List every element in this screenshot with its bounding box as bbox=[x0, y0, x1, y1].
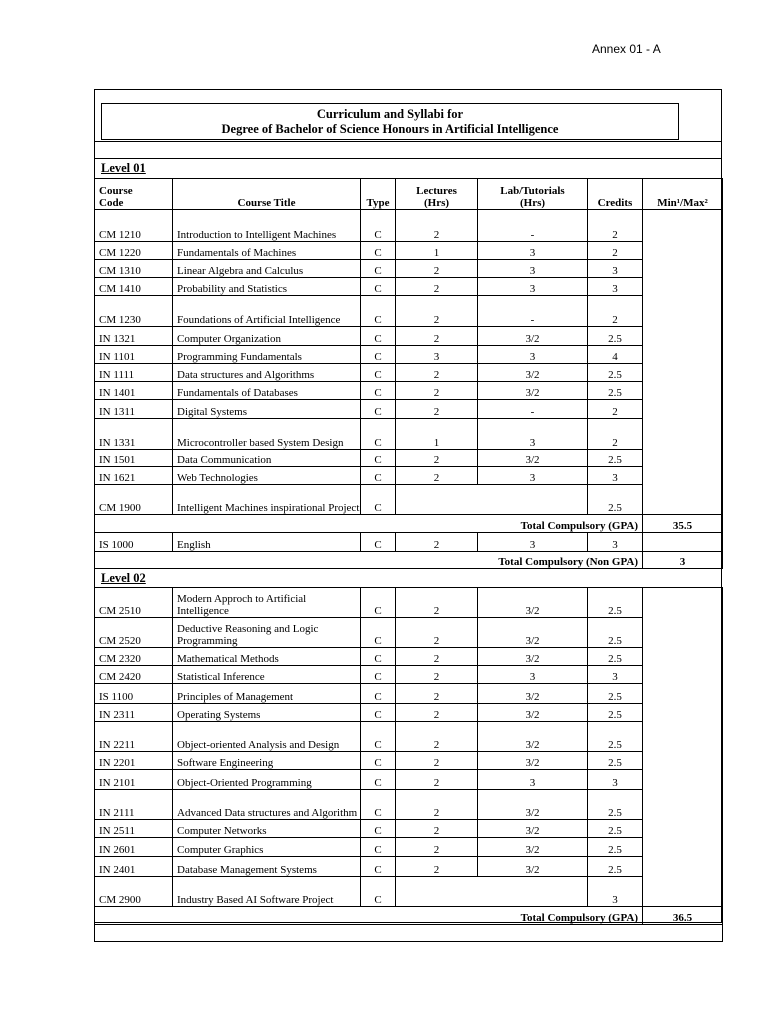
course-lab: 3/2 bbox=[478, 588, 588, 618]
course-credits: 2.5 bbox=[588, 857, 643, 877]
table-row bbox=[95, 666, 723, 684]
course-type: C bbox=[361, 684, 396, 704]
table-row bbox=[95, 278, 723, 296]
course-type: C bbox=[361, 242, 396, 260]
course-credits: 2.5 bbox=[588, 588, 643, 618]
course-lectures: 2 bbox=[396, 364, 478, 382]
course-code: CM 2510 bbox=[95, 588, 173, 618]
divider bbox=[94, 158, 722, 159]
course-credits: 2 bbox=[588, 400, 643, 419]
divider bbox=[94, 141, 722, 142]
course-title: Operating Systems bbox=[173, 704, 361, 722]
course-lectures: 2 bbox=[396, 684, 478, 704]
course-lectures: 1 bbox=[396, 242, 478, 260]
course-type: C bbox=[361, 877, 396, 907]
course-credits: 2 bbox=[588, 419, 643, 450]
course-type: C bbox=[361, 704, 396, 722]
course-credits: 2.5 bbox=[588, 790, 643, 820]
course-lectures: 2 bbox=[396, 618, 478, 648]
table-row bbox=[95, 382, 723, 400]
course-lectures: 2 bbox=[396, 666, 478, 684]
total-gpa-row-label: Total Compulsory (GPA) bbox=[95, 515, 643, 533]
course-lab: 3 bbox=[478, 467, 588, 485]
course-lab: 3/2 bbox=[478, 722, 588, 752]
course-code: IS 1000 bbox=[95, 533, 173, 552]
course-lectures: 2 bbox=[396, 382, 478, 400]
total-nongpa-row bbox=[95, 552, 723, 569]
level-01-table bbox=[94, 178, 723, 569]
course-credits: 2.5 bbox=[588, 648, 643, 666]
course-lectures: 2 bbox=[396, 704, 478, 722]
course-lab: 3/2 bbox=[478, 327, 588, 346]
course-title: Introduction to Intelligent Machines bbox=[173, 210, 361, 242]
min-max-cell bbox=[643, 588, 723, 907]
course-lab: 3/2 bbox=[478, 857, 588, 877]
course-credits: 2 bbox=[588, 210, 643, 242]
course-credits: 4 bbox=[588, 346, 643, 364]
course-lab: 3/2 bbox=[478, 364, 588, 382]
table-row bbox=[95, 346, 723, 364]
course-type: C bbox=[361, 618, 396, 648]
course-credits: 2.5 bbox=[588, 618, 643, 648]
course-credits: 2.5 bbox=[588, 722, 643, 752]
document-title bbox=[101, 103, 679, 140]
course-lab: 3 bbox=[478, 242, 588, 260]
course-title: Database Management Systems bbox=[173, 857, 361, 877]
course-title: Principles of Management bbox=[173, 684, 361, 704]
course-lab: 3/2 bbox=[478, 648, 588, 666]
header-lab-tutorials: Lab/Tutorials (Hrs) bbox=[478, 179, 588, 210]
table-row bbox=[95, 704, 723, 722]
course-title: Programming Fundamentals bbox=[173, 346, 361, 364]
level-02-table bbox=[94, 587, 723, 942]
table-row bbox=[95, 450, 723, 467]
course-title: Industry Based AI Software Project bbox=[173, 877, 361, 907]
course-code: IN 2311 bbox=[95, 704, 173, 722]
course-lab: - bbox=[478, 210, 588, 242]
course-lab: 3/2 bbox=[478, 790, 588, 820]
header-type: Type bbox=[361, 179, 396, 210]
min-max-cell bbox=[643, 533, 723, 552]
table-row bbox=[95, 790, 723, 820]
course-lectures: 2 bbox=[396, 838, 478, 857]
course-credits: 2 bbox=[588, 296, 643, 327]
course-lab: 3/2 bbox=[478, 684, 588, 704]
course-code: IN 1111 bbox=[95, 364, 173, 382]
table-row bbox=[95, 210, 723, 242]
course-type: C bbox=[361, 533, 396, 552]
course-type: C bbox=[361, 327, 396, 346]
course-lab: 3/2 bbox=[478, 382, 588, 400]
course-title: Fundamentals of Databases bbox=[173, 382, 361, 400]
course-credits: 2 bbox=[588, 242, 643, 260]
course-type: C bbox=[361, 770, 396, 790]
course-lectures: 2 bbox=[396, 400, 478, 419]
course-code: CM 2320 bbox=[95, 648, 173, 666]
course-code: IN 1331 bbox=[95, 419, 173, 450]
course-type: C bbox=[361, 485, 396, 515]
header-course-title: Course Title bbox=[173, 179, 361, 210]
course-title: Intelligent Machines inspirational Project bbox=[173, 485, 361, 515]
course-code: CM 1410 bbox=[95, 278, 173, 296]
course-title: Deductive Reasoning and Logic Programming bbox=[173, 618, 361, 648]
course-type: C bbox=[361, 346, 396, 364]
level-02-heading: Level 02 bbox=[101, 571, 146, 585]
course-type: C bbox=[361, 588, 396, 618]
course-lectures: 2 bbox=[396, 260, 478, 278]
course-type: C bbox=[361, 296, 396, 327]
course-code: IN 2511 bbox=[95, 820, 173, 838]
course-lab: 3 bbox=[478, 278, 588, 296]
course-title: Data Communication bbox=[173, 450, 361, 467]
empty-cell bbox=[95, 925, 723, 942]
course-code: IN 1321 bbox=[95, 327, 173, 346]
course-credits: 2.5 bbox=[588, 485, 643, 515]
course-credits: 2.5 bbox=[588, 327, 643, 346]
table-row bbox=[95, 722, 723, 752]
course-credits: 2.5 bbox=[588, 704, 643, 722]
course-type: C bbox=[361, 722, 396, 752]
table-row bbox=[95, 533, 723, 552]
header-lectures: Lectures (Hrs) bbox=[396, 179, 478, 210]
header-course-code: Course Code bbox=[95, 179, 173, 210]
course-code: CM 1900 bbox=[95, 485, 173, 515]
course-credits: 2.5 bbox=[588, 752, 643, 770]
course-title: Statistical Inference bbox=[173, 666, 361, 684]
course-lab: 3 bbox=[478, 666, 588, 684]
course-code: IN 2211 bbox=[95, 722, 173, 752]
course-title: Software Engineering bbox=[173, 752, 361, 770]
course-lab: 3/2 bbox=[478, 704, 588, 722]
course-credits: 2.5 bbox=[588, 364, 643, 382]
table-row bbox=[95, 684, 723, 704]
course-type: C bbox=[361, 278, 396, 296]
course-lab: 3/2 bbox=[478, 752, 588, 770]
course-code: IN 1401 bbox=[95, 382, 173, 400]
table-row bbox=[95, 364, 723, 382]
course-type: C bbox=[361, 790, 396, 820]
course-code: CM 1310 bbox=[95, 260, 173, 278]
course-lectures: 2 bbox=[396, 278, 478, 296]
course-lab: 3 bbox=[478, 533, 588, 552]
total-gpa-row bbox=[95, 515, 723, 533]
course-lectures: 2 bbox=[396, 648, 478, 666]
course-lab: 3 bbox=[478, 260, 588, 278]
table-row bbox=[95, 467, 723, 485]
course-code: IN 2201 bbox=[95, 752, 173, 770]
course-code: IN 1311 bbox=[95, 400, 173, 419]
table-row bbox=[95, 618, 723, 648]
course-credits: 2.5 bbox=[588, 820, 643, 838]
course-lab: 3/2 bbox=[478, 838, 588, 857]
table-row bbox=[95, 820, 723, 838]
course-type: C bbox=[361, 210, 396, 242]
course-title: Advanced Data structures and Algorithm bbox=[173, 790, 361, 820]
total-gpa-row-value: 35.5 bbox=[643, 515, 723, 533]
course-lectures: 2 bbox=[396, 588, 478, 618]
course-lab: 3 bbox=[478, 419, 588, 450]
course-lectures: 2 bbox=[396, 770, 478, 790]
course-title: Digital Systems bbox=[173, 400, 361, 419]
course-code: IN 1101 bbox=[95, 346, 173, 364]
course-title: Computer Organization bbox=[173, 327, 361, 346]
table-row bbox=[95, 419, 723, 450]
table-row bbox=[95, 485, 723, 515]
course-credits: 3 bbox=[588, 467, 643, 485]
course-credits: 3 bbox=[588, 260, 643, 278]
course-lectures: 2 bbox=[396, 210, 478, 242]
annex-label: Annex 01 - A bbox=[592, 42, 661, 56]
table-row bbox=[95, 877, 723, 907]
course-lab: 3/2 bbox=[478, 618, 588, 648]
course-code: CM 2900 bbox=[95, 877, 173, 907]
course-lab: 3 bbox=[478, 346, 588, 364]
course-title: Modern Approch to Artificial Intelligence bbox=[173, 588, 361, 618]
course-lectures: 1 bbox=[396, 419, 478, 450]
course-lectures: 3 bbox=[396, 346, 478, 364]
total-nongpa-row-value: 3 bbox=[643, 552, 723, 569]
course-title: Mathematical Methods bbox=[173, 648, 361, 666]
course-lab: 3 bbox=[478, 770, 588, 790]
course-title: Linear Algebra and Calculus bbox=[173, 260, 361, 278]
course-lectures: 2 bbox=[396, 533, 478, 552]
course-type: C bbox=[361, 467, 396, 485]
total-gpa-row bbox=[95, 907, 723, 925]
table-row bbox=[95, 242, 723, 260]
course-code: IN 1621 bbox=[95, 467, 173, 485]
course-title: Data structures and Algorithms bbox=[173, 364, 361, 382]
empty-row bbox=[95, 925, 723, 942]
course-lectures: 2 bbox=[396, 790, 478, 820]
course-code: IN 2111 bbox=[95, 790, 173, 820]
course-credits: 2.5 bbox=[588, 450, 643, 467]
min-max-cell bbox=[643, 210, 723, 515]
course-code: CM 2420 bbox=[95, 666, 173, 684]
table-row bbox=[95, 327, 723, 346]
course-lab: 3/2 bbox=[478, 820, 588, 838]
table-row bbox=[95, 770, 723, 790]
course-title: Object-oriented Analysis and Design bbox=[173, 722, 361, 752]
course-type: C bbox=[361, 400, 396, 419]
course-type: C bbox=[361, 364, 396, 382]
course-type: C bbox=[361, 857, 396, 877]
table-row bbox=[95, 838, 723, 857]
course-type: C bbox=[361, 260, 396, 278]
header-row bbox=[95, 179, 723, 210]
course-lectures: 2 bbox=[396, 296, 478, 327]
table-row bbox=[95, 296, 723, 327]
course-code: CM 2520 bbox=[95, 618, 173, 648]
course-lab: - bbox=[478, 296, 588, 327]
course-title: Probability and Statistics bbox=[173, 278, 361, 296]
course-code: IN 2401 bbox=[95, 857, 173, 877]
course-title: Computer Networks bbox=[173, 820, 361, 838]
course-title: English bbox=[173, 533, 361, 552]
course-lectures: 2 bbox=[396, 450, 478, 467]
course-credits: 3 bbox=[588, 666, 643, 684]
course-type: C bbox=[361, 666, 396, 684]
course-title: Microcontroller based System Design bbox=[173, 419, 361, 450]
course-type: C bbox=[361, 752, 396, 770]
table-row bbox=[95, 588, 723, 618]
course-credits: 3 bbox=[588, 770, 643, 790]
course-credits: 2.5 bbox=[588, 382, 643, 400]
course-lab: 3/2 bbox=[478, 450, 588, 467]
course-type: C bbox=[361, 419, 396, 450]
course-type: C bbox=[361, 648, 396, 666]
table-row bbox=[95, 400, 723, 419]
course-code: IN 2101 bbox=[95, 770, 173, 790]
course-code: CM 1220 bbox=[95, 242, 173, 260]
course-lectures: 2 bbox=[396, 820, 478, 838]
title-line-2: Degree of Bachelor of Science Honours in Artificial Intelligence bbox=[221, 122, 559, 136]
course-credits: 2.5 bbox=[588, 838, 643, 857]
course-credits: 3 bbox=[588, 533, 643, 552]
course-lectures: 2 bbox=[396, 752, 478, 770]
total-gpa-row-value: 36.5 bbox=[643, 907, 723, 925]
total-gpa-row-label: Total Compulsory (GPA) bbox=[95, 907, 643, 925]
course-title: Fundamentals of Machines bbox=[173, 242, 361, 260]
course-title: Web Technologies bbox=[173, 467, 361, 485]
course-lectures: 2 bbox=[396, 327, 478, 346]
course-title: Foundations of Artificial Intelligence bbox=[173, 296, 361, 327]
lectures-lab-merged bbox=[396, 485, 588, 515]
course-code: CM 1210 bbox=[95, 210, 173, 242]
table-row bbox=[95, 260, 723, 278]
header-credits: Credits bbox=[588, 179, 643, 210]
course-lectures: 2 bbox=[396, 722, 478, 752]
course-credits: 3 bbox=[588, 278, 643, 296]
course-title: Object-Oriented Programming bbox=[173, 770, 361, 790]
table-row bbox=[95, 857, 723, 877]
title-line-1: Curriculum and Syllabi for bbox=[316, 107, 464, 121]
table-row bbox=[95, 752, 723, 770]
course-credits: 3 bbox=[588, 877, 643, 907]
header-min-max: Min¹/Max² bbox=[643, 179, 723, 210]
course-code: IS 1100 bbox=[95, 684, 173, 704]
course-type: C bbox=[361, 450, 396, 467]
course-type: C bbox=[361, 382, 396, 400]
course-code: CM 1230 bbox=[95, 296, 173, 327]
level-01-heading: Level 01 bbox=[101, 161, 146, 175]
course-code: IN 2601 bbox=[95, 838, 173, 857]
course-lectures: 2 bbox=[396, 467, 478, 485]
lectures-lab-merged bbox=[396, 877, 588, 907]
table-row bbox=[95, 648, 723, 666]
course-lab: - bbox=[478, 400, 588, 419]
course-type: C bbox=[361, 820, 396, 838]
total-nongpa-row-label: Total Compulsory (Non GPA) bbox=[95, 552, 643, 569]
course-type: C bbox=[361, 838, 396, 857]
course-title: Computer Graphics bbox=[173, 838, 361, 857]
course-code: IN 1501 bbox=[95, 450, 173, 467]
course-lectures: 2 bbox=[396, 857, 478, 877]
course-credits: 2.5 bbox=[588, 684, 643, 704]
